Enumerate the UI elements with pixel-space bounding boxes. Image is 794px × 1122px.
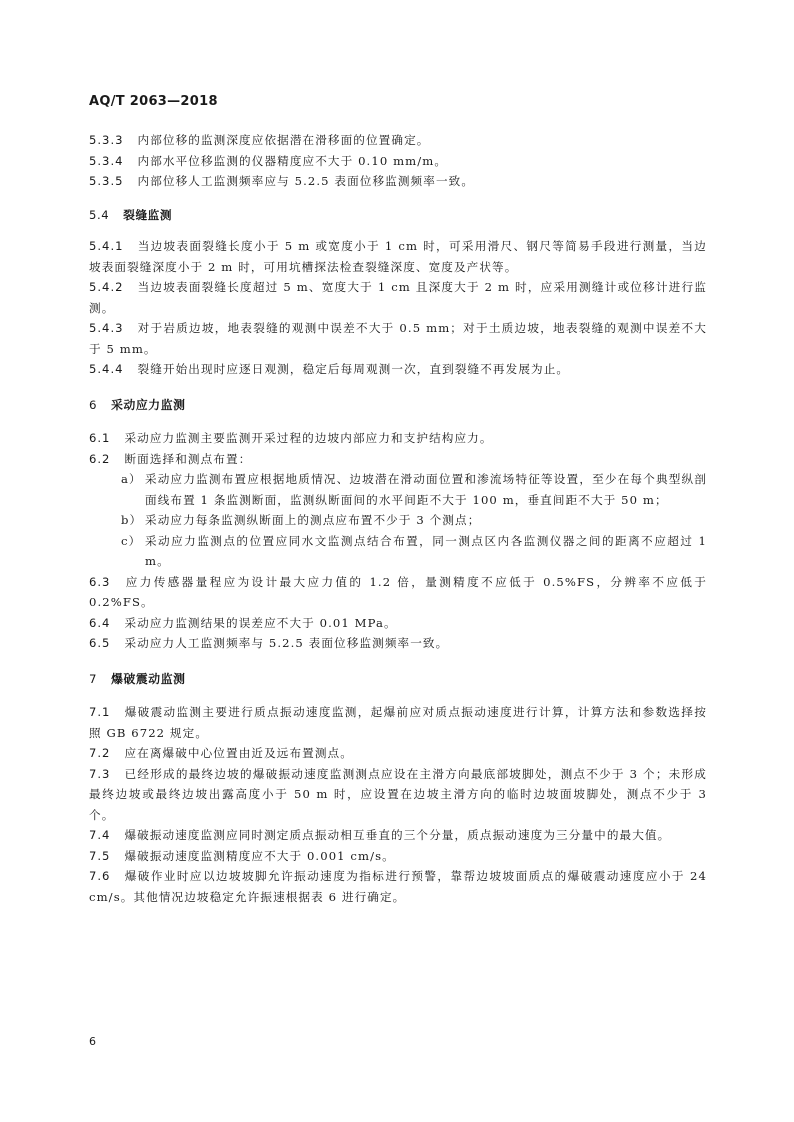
clause-paragraph — [89, 359, 707, 380]
clause-number: 7.1 — [89, 705, 111, 719]
clause-number: 6.5 — [89, 636, 111, 650]
clause-text: 裂缝开始出现时应逐日观测，稳定后每周观测一次，直到裂缝不再发展为止。 — [137, 362, 570, 376]
clause-paragraph — [89, 613, 707, 634]
page-number: 6 — [89, 1035, 96, 1048]
clause-paragraph — [89, 428, 707, 449]
list-marker: b） — [121, 513, 143, 527]
section-number: 5.4 — [89, 207, 110, 222]
clause-number: 6.1 — [89, 431, 111, 445]
section-heading — [89, 205, 707, 226]
list-item-text: 采动应力监测布置应根据地质情况、边坡潜在滑动面位置和渗流场特征等设置，至少在每个典型纵剖面线布置 1 条监测断面，监测纵断面间的水平间距不大于 100 m，垂直间距不大于 50 m； — [145, 472, 707, 507]
clause-number: 7.4 — [89, 828, 111, 842]
clause-number: 5.4.1 — [89, 239, 124, 253]
clause-paragraph — [89, 130, 707, 151]
list-item — [89, 510, 707, 531]
clause-text: 当边坡表面裂缝长度超过 5 m、宽度大于 1 cm 且深度大于 2 m 时，应采用测缝计或位移计进行监测。 — [89, 280, 707, 315]
clause-paragraph — [89, 236, 707, 277]
list-item-text: 采动应力每条监测纵断面上的测点应布置不少于 3 个测点； — [145, 513, 481, 527]
section-title: 裂缝监测 — [123, 207, 173, 222]
clause-number: 7.5 — [89, 848, 111, 863]
section-title: 采动应力监测 — [111, 397, 186, 412]
section-title: 爆破震动监测 — [111, 671, 186, 686]
clause-paragraph — [89, 702, 707, 743]
clause-number: 6.2 — [89, 451, 111, 466]
clause-number: 5.3.3 — [89, 133, 124, 147]
clause-text: 内部水平位移监测的仪器精度应不大于 0.10 mm/m。 — [137, 153, 448, 168]
clause-number: 5.3.4 — [89, 153, 124, 168]
clause-number: 5.4.2 — [89, 280, 124, 294]
clause-text: 对于岩质边坡，地表裂缝的观测中误差不大于 0.5 mm；对于土质边坡，地表裂缝的观测中误差不大于 5 mm。 — [89, 321, 707, 356]
clause-number: 6.4 — [89, 615, 111, 630]
section-number: 6 — [89, 397, 98, 412]
clause-text: 采动应力人工监测频率与 5.2.5 表面位移监测频率一致。 — [124, 636, 449, 650]
clause-text: 断面选择和测点布置： — [124, 451, 252, 466]
clause-paragraph — [89, 633, 707, 654]
list-item — [89, 469, 707, 510]
clause-paragraph — [89, 277, 707, 318]
clause-text: 内部位移的监测深度应依据潜在滑移面的位置确定。 — [137, 133, 430, 147]
list-marker: a） — [121, 472, 142, 486]
standard-code-header: AQ/T 2063—2018 — [89, 94, 218, 109]
clause-text: 爆破振动速度监测精度应不大于 0.001 cm/s。 — [124, 848, 395, 863]
clause-text: 应在离爆破中心位置由近及远布置测点。 — [124, 746, 353, 760]
clause-paragraph — [89, 743, 707, 764]
clause-paragraph — [89, 572, 707, 613]
clause-number: 7.6 — [89, 869, 111, 883]
clause-text: 爆破振动速度监测应同时测定质点振动相互垂直的三个分量，质点振动速度为三分量中的最大值。 — [124, 828, 671, 842]
clause-number: 5.4.3 — [89, 321, 124, 335]
clause-paragraph — [89, 151, 707, 172]
clause-text: 采动应力监测结果的误差应不大于 0.01 MPa。 — [124, 615, 397, 630]
clause-text: 内部位移人工监测频率应与 5.2.5 表面位移监测频率一致。 — [137, 174, 475, 188]
clause-paragraph — [89, 825, 707, 846]
clause-text: 当边坡表面裂缝长度小于 5 m 或宽度小于 1 cm 时，可采用滑尺、钢尺等简易手段进行测量，当边坡表面裂缝深度小于 2 m 时，可用坑槽探法检查裂缝深度、宽度及产状等。 — [89, 239, 707, 274]
section-heading — [89, 669, 707, 690]
clause-paragraph — [89, 846, 707, 867]
list-marker: c） — [121, 533, 142, 548]
clause-text: 采动应力监测主要监测开采过程的边坡内部应力和支护结构应力。 — [124, 431, 493, 445]
clause-text: 已经形成的最终边坡的爆破振动速度监测测点应设在主滑方向最底部坡脚处，测点不少于 3 个；未形成最终边坡或最终边坡出露高度小于 50 m 时，应设置在边坡主滑方向的临时边坡面坡脚处，测点不少于 3 个。 — [89, 766, 707, 822]
clause-paragraph — [89, 449, 707, 470]
clause-number: 7.3 — [89, 766, 111, 781]
clause-paragraph — [89, 171, 707, 192]
clause-text: 爆破震动监测主要进行质点振动速度监测，起爆前应对质点振动速度进行计算，计算方法和参数选择按照 GB 6722 规定。 — [89, 705, 707, 740]
clause-number: 6.3 — [89, 574, 111, 589]
list-item-text: 采动应力监测点的位置应同水文监测点结合布置，同一测点区内各监测仪器之间的距离不应超过 1 m。 — [145, 533, 707, 568]
clause-text: 应力传感器量程应为设计最大应力值的 1.2 倍，量测精度不应低于 0.5%FS，分辨率不应低于 0.2%FS。 — [89, 574, 707, 609]
clause-text: 爆破作业时应以边坡坡脚允许振动速度为指标进行预警，靠帮边坡坡面质点的爆破震动速度应小于 24 cm/s。其他情况边坡稳定允许振速根据表 6 进行确定。 — [89, 869, 707, 904]
section-heading — [89, 395, 707, 416]
clause-number: 5.3.5 — [89, 174, 124, 188]
list-item — [89, 531, 707, 572]
clause-paragraph — [89, 866, 707, 907]
document-body — [89, 130, 707, 907]
clause-paragraph — [89, 764, 707, 826]
clause-paragraph — [89, 318, 707, 359]
clause-number: 7.2 — [89, 746, 111, 760]
clause-number: 5.4.4 — [89, 362, 124, 376]
section-number: 7 — [89, 671, 98, 686]
